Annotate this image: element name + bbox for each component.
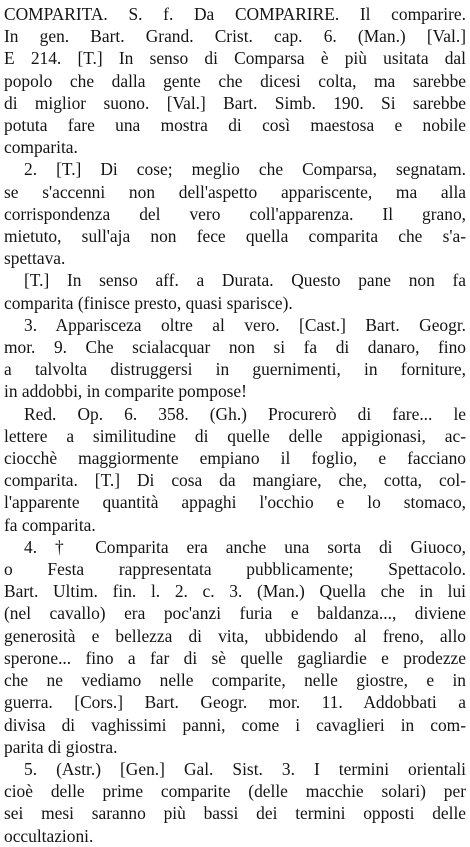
entry-line: comparita. bbox=[4, 137, 78, 158]
entry-line: Bart. Ultim. fin. l. 2. c. 3. (Man.) Quella che in lui bbox=[4, 581, 466, 602]
entry-line: COMPARITA. S. f. Da COMPARIRE. Il comparire. bbox=[4, 4, 466, 24]
entry-line: corrispondenza del vero coll'apparenza. Il grano, bbox=[4, 203, 466, 224]
entry-line: [T.] In senso aff. a Durata. Questo pane non fa bbox=[24, 270, 466, 291]
entry-line: in addobbi, in comparite pompose! bbox=[4, 381, 247, 402]
entry-line: comparita. [T.] Di cosa da mangiare, che, cotta, col- bbox=[4, 470, 466, 491]
entry-line: sei mesi saranno più bassi dei termini opposti delle bbox=[4, 803, 466, 824]
entry-line: sperone... fino a far di sè quelle gagliardie e prodezze bbox=[4, 647, 466, 668]
entry-line: comparita (finisce presto, quasi sparisce). bbox=[4, 292, 293, 313]
entry-line: divisa di vaghissimi panni, come i cavaglieri in com- bbox=[4, 714, 466, 735]
entry-line: Red. Op. 6. 358. (Gh.) Procurerò di fare... le bbox=[24, 403, 466, 424]
entry-line: mietuto, sull'aja non fece quella comparita che s'a- bbox=[4, 226, 466, 247]
entry-line: E 214. [T.] In senso di Comparsa è più usitata dal bbox=[4, 48, 466, 69]
entry-line: occultazioni. bbox=[4, 825, 94, 846]
entry-line: cioè delle prime comparite (delle macchie solari) per bbox=[4, 781, 466, 802]
entry-line: 4. † Comparita era anche una sorta di Giuoco, bbox=[24, 536, 466, 557]
entry-line: se s'accenni non dell'aspetto appariscente, ma alla bbox=[4, 181, 466, 202]
entry-line: l'apparente quantità appaghi l'occhio e lo stomaco, bbox=[4, 492, 466, 513]
entry-line: ciocchè maggiormente empiano il foglio, e facciano bbox=[4, 448, 466, 469]
entry-line: mor. 9. Che scialacquar non si fa di danaro, fino bbox=[4, 337, 466, 358]
entry-line: spettava. bbox=[4, 248, 66, 269]
entry-line: lettere a similitudine di quelle delle appigionasi, ac- bbox=[4, 425, 466, 446]
entry-line: guerra. [Cors.] Bart. Geogr. mor. 11. Addobbati a bbox=[4, 692, 466, 713]
entry-line: o Festa rappresentata pubblicamente; Spettacolo. bbox=[4, 559, 466, 580]
entry-line: 2. [T.] Di cose; meglio che Comparsa, segnatam. bbox=[24, 159, 466, 180]
entry-line: popolo che dalla gente che dicesi colta, ma sarebbe bbox=[4, 70, 466, 91]
entry-line: 5. (Astr.) [Gen.] Gal. Sist. 3. I termini orientali bbox=[24, 758, 466, 779]
entry-line: (nel cavallo) era poc'anzi furia e baldanza..., diviene bbox=[4, 603, 466, 624]
entry-line: a talvolta distruggersi in guernimenti, in forniture, bbox=[4, 359, 466, 380]
entry-line: 3. Apparisceza oltre al vero. [Cast.] Bart. Geogr. bbox=[24, 314, 466, 335]
entry-line: potuta fare una mostra di così maestosa e nobile bbox=[4, 115, 466, 136]
entry-line: che ne vediamo nelle comparite, nelle giostre, e in bbox=[4, 670, 466, 691]
entry-line: In gen. Bart. Grand. Crist. cap. 6. (Man.) [Val.] bbox=[4, 26, 466, 47]
entry-line: generosità e bellezza di vita, ubbidendo al freno, allo bbox=[4, 625, 466, 646]
entry-line: fa comparita. bbox=[4, 514, 96, 535]
entry-line: di miglior suono. [Val.] Bart. Simb. 190. Si sarebbe bbox=[4, 92, 466, 113]
entry-line: parita di giostra. bbox=[4, 736, 118, 757]
